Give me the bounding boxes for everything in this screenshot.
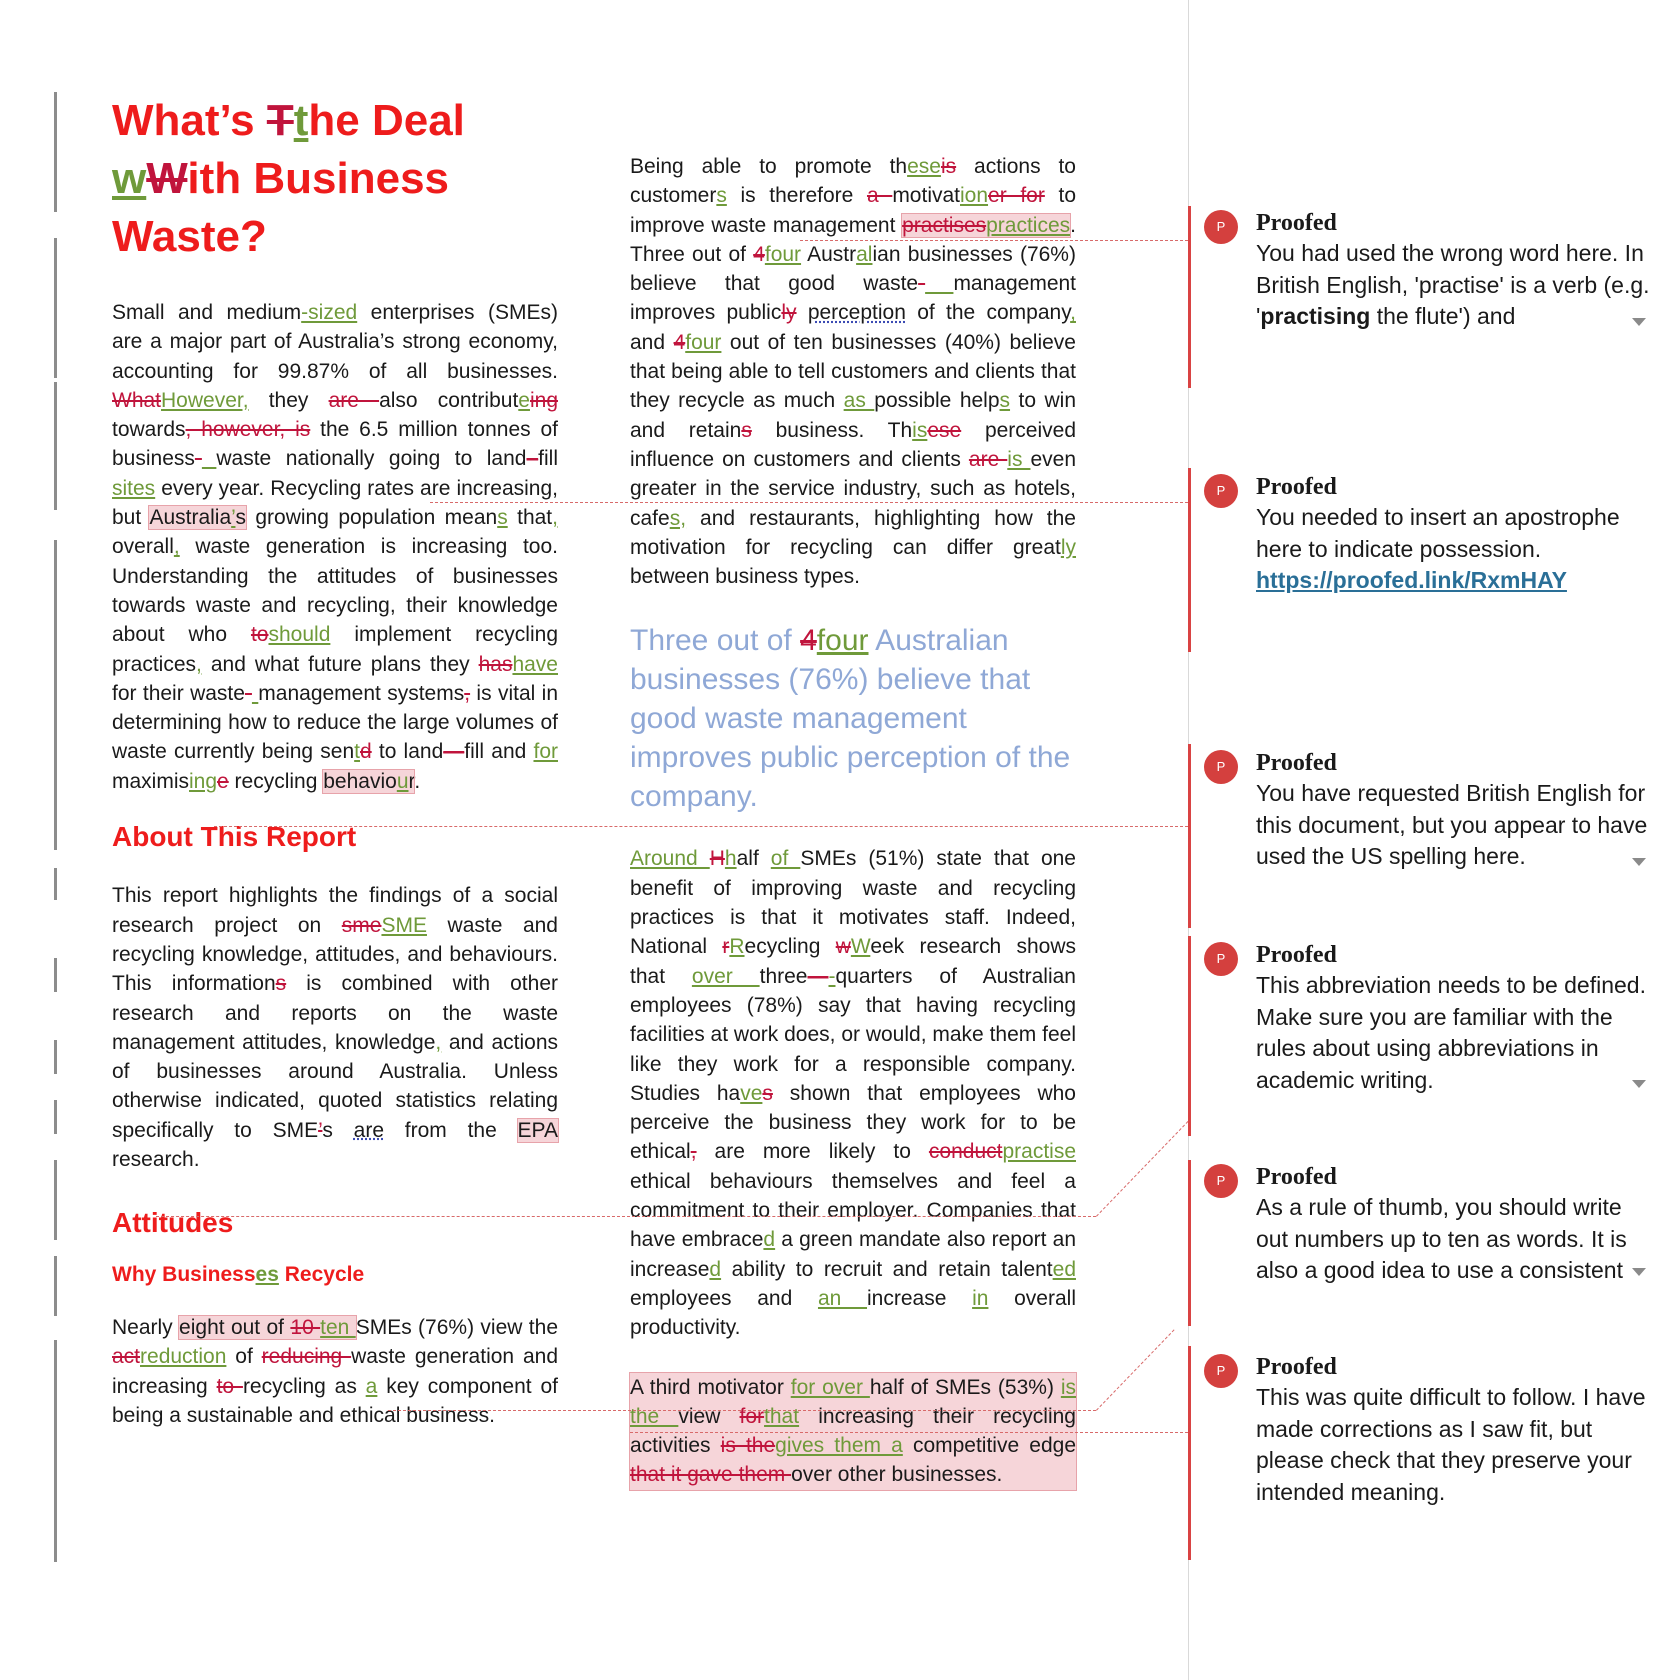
comment-text: You have requested British English for this document, but you appear to have used the US spelling here.: [1256, 780, 1648, 869]
chevron-down-icon[interactable]: [1632, 1268, 1646, 1276]
comment-author: Proofed: [1256, 210, 1337, 236]
avatar: P: [1204, 750, 1238, 784]
comment-bar: [1188, 936, 1191, 1136]
comment-connector: [214, 826, 1188, 827]
comment-bar: [1188, 1160, 1191, 1326]
comment-anchor[interactable]: behaviour: [323, 769, 415, 793]
comment-author: Proofed: [1256, 1354, 1337, 1380]
comment-link[interactable]: https://proofed.link/RxmHAY: [1256, 567, 1567, 593]
chevron-down-icon[interactable]: [1632, 318, 1646, 326]
left-column: [112, 298, 558, 1430]
avatar: P: [1204, 942, 1238, 976]
change-bar: [54, 382, 57, 510]
comment-connector: [388, 1410, 1096, 1411]
comment-anchor[interactable]: practisespractices: [902, 213, 1071, 237]
avatar: P: [1204, 474, 1238, 508]
comment-author: Proofed: [1256, 750, 1337, 776]
comment-text: As a rule of thumb, you should write out numbers up to ten as words. It is also a good idea to use a consistent: [1256, 1194, 1627, 1283]
avatar: P: [1204, 210, 1238, 244]
change-bar: [54, 540, 57, 850]
comment-card[interactable]: [1204, 1162, 1650, 1287]
comment-connector: [1096, 1329, 1175, 1410]
change-bar: [54, 958, 57, 992]
comment-text: You had used the wrong word here. In British English, 'practise' is a verb (e.g. 'practising the flute') and: [1256, 240, 1650, 329]
comment-bar: [1188, 206, 1191, 388]
comment-text: This was quite difficult to follow. I have made corrections as I saw fit, but please check that they preserve your intended meaning.: [1256, 1384, 1646, 1505]
chevron-down-icon[interactable]: [1632, 1080, 1646, 1088]
comment-card[interactable]: [1204, 748, 1650, 873]
change-bar: [54, 1100, 57, 1134]
comment-bar: [1188, 468, 1191, 652]
heading-why-recycle: Why Businesses Recycle: [112, 1262, 365, 1286]
comment-connector: [630, 1432, 1188, 1433]
comment-anchor[interactable]: EPA: [517, 1118, 558, 1142]
comment-connector: [156, 1216, 1096, 1217]
comment-author: Proofed: [1256, 1164, 1337, 1190]
heading-attitudes: Attitudes: [112, 1207, 234, 1239]
comment-connector: [1096, 1121, 1188, 1217]
comment-bar: [1188, 744, 1191, 928]
comment-connector: [800, 240, 1188, 241]
document-title: What’s Tthe Deal wWith Business Waste?: [112, 96, 465, 261]
change-bar: [54, 1160, 57, 1240]
pull-quote: Three out of 4four Australian businesses (76%) believe that good waste management improves public perception of the company.: [630, 624, 1071, 814]
avatar: P: [1204, 1164, 1238, 1198]
paragraph-nearly: Nearly eight out of 10 ten SMEs (76%) view the actreduction of reducing waste generation and increasing to recycling as a key component of being a sustainable and ethical business.: [112, 1315, 559, 1427]
chevron-down-icon[interactable]: [1632, 858, 1646, 866]
paragraph-around-half: Around Hhalf of SMEs (51%) state that one benefit of improving waste and recycling practices is that it motivates staff. Indeed, National rRecycling wWeek research shows that over three—-quarters of Australian employees (78%) say that having recycling facilities at work does, or would, make them feel like they work for a responsible company. Studies haves shown that employees who perceive the business they work for to be ethical, are more likely to conductpractise ethical behaviours themselves and feel a commitment to their employer. Companies that have embraced a green mandate also report an increased ability to recruit and retain talented employees and an increase in overall productivity.: [630, 847, 1076, 1340]
comment-card[interactable]: [1204, 472, 1650, 597]
paragraph-promote: Being able to promote theseis actions to customers is therefore a motivationer for to improve waste management practisespractices. Three out of 4four Australian businesses (76%) believe that good waste- management improves publicly perception of the company, and 4four out of ten businesses (40%) believe that being able to tell customers and clients that they recycle as much as possible helps to win and retains business. Thisese perceived influence on customers and clients are is even greater in the service industry, such as hotels, cafes, and restaurants, highlighting how the motivation for recycling can differ greatly between business types.: [630, 155, 1077, 589]
heading-about: About This Report: [112, 821, 357, 853]
comment-connector: [430, 502, 1188, 503]
comment-card[interactable]: [1204, 940, 1650, 1096]
comment-bar: [1188, 1346, 1191, 1560]
change-bar: [54, 868, 57, 900]
comment-anchor[interactable]: eight out of 10 ten: [179, 1315, 356, 1339]
change-bar: [54, 1340, 57, 1562]
paragraph-about: This report highlights the findings of a social research project on smeSME waste and recycling knowledge, attitudes, and behaviours. This informations is combined with other research and reports on the waste management attitudes, knowledge, and actions of businesses around Australia. Unless otherwise indicated, quoted statistics relating specifically to SME’s are from the EPA research.: [112, 884, 558, 1172]
avatar: P: [1204, 1354, 1238, 1388]
comment-card[interactable]: [1204, 208, 1650, 333]
paragraph-third-motivator[interactable]: A third motivator for over half of SMEs (53%) is the view forthat increasing their recycling activities is thegives them a competitive edge that it gave them over other businesses.: [630, 1373, 1076, 1490]
change-bar: [54, 1256, 57, 1316]
comment-author: Proofed: [1256, 942, 1337, 968]
change-bar: [54, 238, 57, 378]
change-bar: [54, 1040, 57, 1074]
change-bar: [54, 92, 57, 212]
comment-anchor[interactable]: Australia’s: [149, 506, 246, 530]
paragraph-intro: Small and medium-sized enterprises (SMEs) are a major part of Australia’s strong economy, accounting for 99.87% of all businesses. WhatHowever, they are also contributeing towards, however, is the 6.5 million tonnes of business- waste nationally going to land–fill sites every year. Recycling rates are increasing, but Australia’s growing population means that, overall, waste generation is increasing too. Understanding the attitudes of businesses towards waste and recycling, their knowledge about who toshould implement recycling practices, and what future plans they hashave for their waste- management systems, is vital in determining how to reduce the large volumes of waste currently being sentd to land—fill and for maximisinge recycling behaviour.: [112, 301, 559, 793]
right-column: [630, 152, 1076, 1490]
comment-text: This abbreviation needs to be defined. Make sure you are familiar with the rules about using abbreviations in academic writing.: [1256, 972, 1646, 1093]
comment-text: You needed to insert an apostrophe here to indicate possession. https://proofed.link/RxmHAY: [1256, 504, 1620, 593]
comment-card[interactable]: [1204, 1352, 1650, 1508]
comment-author: Proofed: [1256, 474, 1337, 500]
